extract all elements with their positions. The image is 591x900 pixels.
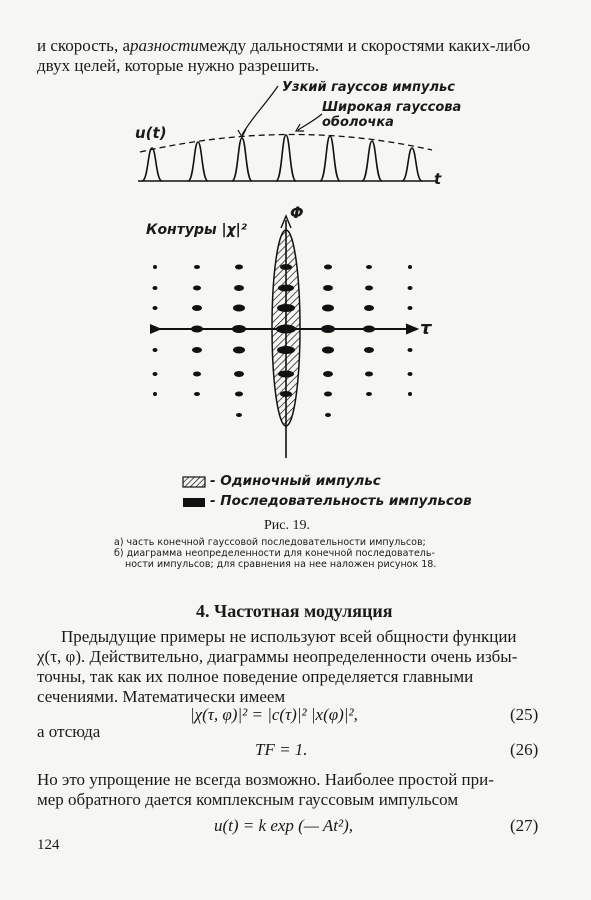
text-line: мер обратного дается комплексным гауссовым импульсом: [37, 790, 459, 809]
caption-line: б) диаграмма неопределенности для конечной последователь-: [114, 548, 435, 559]
text-span: Но это упрощение не всегда возможно. Наиболее простой при-: [37, 770, 494, 789]
figure-b-ambiguity-diagram: [140, 200, 440, 470]
label-wide-envelope: Широкая гауссова: [322, 100, 462, 115]
y-axis-label: u(t): [135, 124, 167, 142]
equation-26: TF = 1.: [255, 740, 308, 759]
text-span: Предыдущие примеры не используют всей общности функции: [61, 627, 517, 646]
tau-axis-label: τ: [420, 318, 432, 339]
text-span: между дальностями и скоростями каких-либо: [198, 36, 531, 55]
text-line: χ(τ, φ). Действительно, диаграммы неопределенности очень избы-: [37, 647, 518, 666]
label-wide-envelope-cont: оболочка: [322, 115, 394, 130]
contours-label: Контуры |χ|²: [146, 222, 247, 238]
text-line: двух целей, которые нужно разрешить.: [37, 56, 320, 75]
phi-axis-label: Φ: [290, 203, 304, 222]
legend-single-pulse: - Одиночный импульс: [210, 473, 381, 489]
figure-caption-title: Рис. 19.: [264, 518, 310, 533]
section-heading: 4. Частотная модуляция: [196, 601, 393, 621]
page-number: 124: [37, 837, 60, 853]
text-line: [37, 36, 540, 56]
text-line: [61, 627, 540, 647]
caption-line: ности импульсов; для сравнения на нее наложен рисунок 18.: [125, 559, 437, 570]
equation-27: u(t) = k exp (— At²),: [214, 816, 353, 835]
text-line: точны, так как их полное поведение определяется главными: [37, 667, 474, 686]
text-line: а отсюда: [37, 722, 101, 741]
legend-solid-swatch: [183, 498, 205, 507]
x-axis-label: t: [434, 170, 442, 188]
caption-line: а) часть конечной гауссовой последовательности импульсов;: [114, 537, 426, 548]
text-line: сечениями. Математически имеем: [37, 687, 286, 706]
equation-number-25: (25): [510, 705, 539, 724]
legend-hatched-swatch: [183, 477, 205, 487]
text-line: [37, 770, 540, 790]
emphasis-text: разности: [130, 36, 199, 55]
legend-pulse-sequence: - Последовательность импульсов: [210, 493, 472, 509]
equation-25: |χ(τ, φ)|² = |c(τ)|² |x(φ)|²,: [190, 705, 358, 724]
equation-number-27: (27): [510, 816, 539, 835]
equation-number-26: (26): [510, 740, 539, 759]
text-span: и скорость, а: [37, 36, 130, 55]
label-narrow-pulse: Узкий гауссов импульс: [282, 80, 455, 95]
legend-swatches: [180, 474, 210, 514]
